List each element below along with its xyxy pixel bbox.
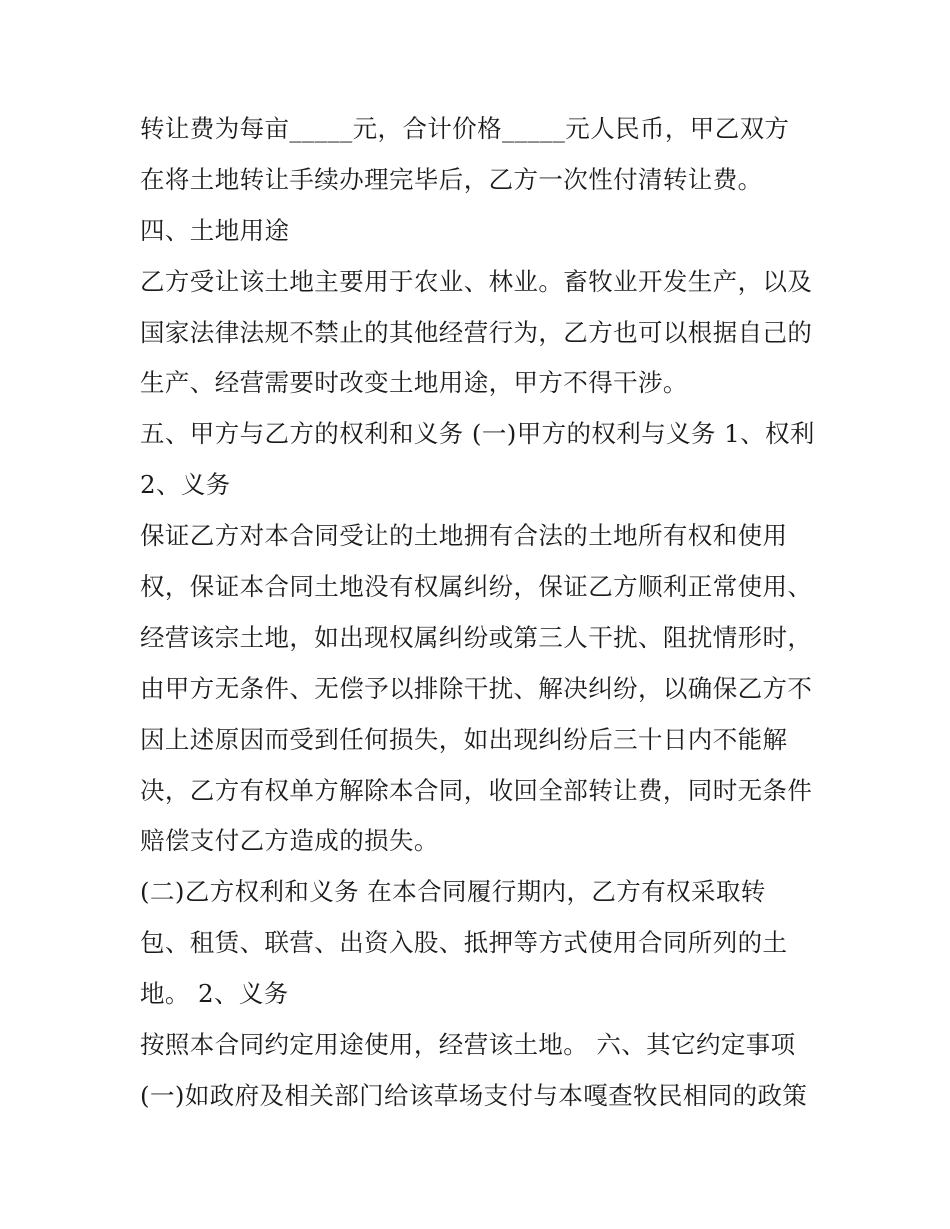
text-line-land-use-3: 生产、经营需要时改变土地用途，甲方不得干涉。 bbox=[140, 368, 688, 398]
text-line-policy: (一)如政府及相关部门给该草场支付与本嘎查牧民相同的政策 bbox=[140, 1080, 808, 1110]
text-line-guarantee-1: 保证乙方对本合同受让的土地拥有合法的土地所有权和使用 bbox=[140, 521, 788, 551]
section-heading-rights-obligations: 五、甲方与乙方的权利和义务 (一)甲方的权利与义务 1、权利 bbox=[140, 419, 815, 449]
subheading-obligations: 2、义务 bbox=[140, 470, 231, 500]
subheading-party-b-rights: (二)乙方权利和义务 在本合同履行期内，乙方有权采取转 bbox=[140, 877, 766, 907]
text-line-guarantee-6: 决，乙方有权单方解除本合同，收回全部转让费，同时无条件 bbox=[140, 775, 813, 805]
text-line-guarantee-3: 经营该宗土地，如出现权属纠纷或第三人干扰、阻扰情形时， bbox=[140, 622, 813, 652]
text-line-transfer-fee: 转让费为每亩_____元，合计价格_____元人民币，甲乙双方 bbox=[140, 114, 790, 143]
text-line-guarantee-2: 权，保证本合同土地没有权属纠纷，保证乙方顺利正常使用、 bbox=[140, 572, 813, 602]
section-heading-land-use: 四、土地用途 bbox=[140, 215, 290, 245]
text-line-party-b-rights-3: 地。 2、义务 bbox=[140, 979, 289, 1009]
document-body bbox=[140, 104, 830, 1122]
text-line-guarantee-4: 由甲方无条件、无偿予以排除干扰、解决纠纷，以确保乙方不 bbox=[140, 673, 813, 703]
text-line-guarantee-7: 赔偿支付乙方造成的损失。 bbox=[140, 826, 439, 856]
text-line-guarantee-5: 因上述原因而受到任何损失，如出现纠纷后三十日内不能解 bbox=[140, 724, 788, 754]
text-line-land-use-1: 乙方受让该土地主要用于农业、林业。畜牧业开发生产，以及 bbox=[140, 266, 813, 296]
text-line-other-terms: 按照本合同约定用途使用，经营该土地。 六、其它约定事项 bbox=[140, 1030, 796, 1060]
text-line-payment: 在将土地转让手续办理完毕后，乙方一次性付清转让费。 bbox=[140, 164, 763, 194]
text-line-land-use-2: 国家法律法规不禁止的其他经营行为，乙方也可以根据自己的 bbox=[140, 317, 813, 347]
text-line-party-b-rights-2: 包、租赁、联营、出资入股、抵押等方式使用合同所列的土 bbox=[140, 928, 788, 958]
